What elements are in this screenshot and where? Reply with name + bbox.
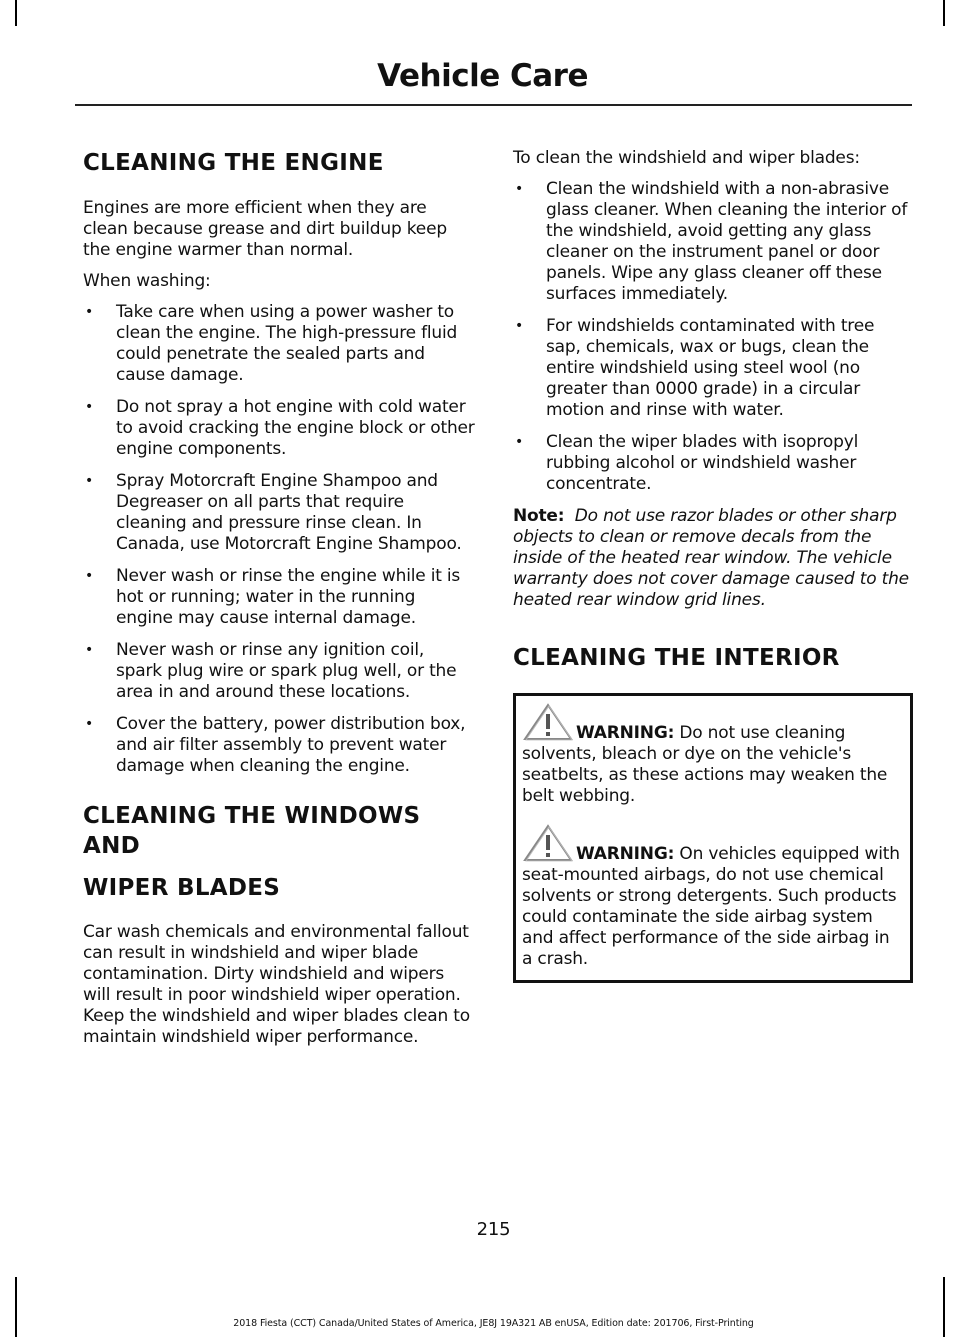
engine-intro: Engines are more efficient when they are clean because grease and dirt buildup keep the engine warmer than normal. [83, 198, 447, 260]
windows-body: Car wash chemicals and environmental fallout can result in windshield and wiper blade contamination. Dirty windshield and wipers will result in poor windshield wiper operation. Keep the windshield and wiper blades clean to maintain windshield wiper performance. [83, 922, 470, 1047]
right-column [513, 148, 913, 983]
windows-section [83, 801, 475, 1048]
warning-box [513, 693, 913, 983]
windshield-bullet-list [513, 179, 913, 495]
warning-triangle-icon [522, 823, 574, 863]
list-item: • Spray Motorcraft Engine Shampoo and Degreaser on all parts that require cleaning and pressure rinse clean. In Canada, use Motorcraft Engine Shampoo. [83, 471, 475, 555]
list-item: • Never wash or rinse any ignition coil, spark plug wire or spark plug well, or the area in and around these locations. [83, 640, 475, 703]
warning-airbags [522, 823, 904, 970]
crop-mark-top-left [15, 0, 17, 26]
warning-label: WARNING: [576, 723, 675, 743]
list-item: • Do not spray a hot engine with cold water to avoid cracking the engine block or other engine components. [83, 397, 475, 460]
list-item: • Cover the battery, power distribution box, and air filter assembly to prevent water damage when cleaning the engine. [83, 714, 475, 777]
list-item: • Clean the wiper blades with isopropyl rubbing alcohol or windshield washer concentrate. [513, 432, 913, 495]
windshield-intro: To clean the windshield and wiper blades: [513, 148, 860, 168]
header-rule [75, 104, 912, 106]
crop-mark-top-right [943, 0, 945, 26]
warning-seatbelts [522, 702, 904, 807]
list-item: • For windshields contaminated with tree sap, chemicals, wax or bugs, clean the entire windshield using steel wool (no greater than 0000 grade) in a circular motion and rinse with water. [513, 316, 913, 421]
warning-text: Do not use cleaning solvents, bleach or dye on the vehicle's seatbelts, as these actions may weaken the belt webbing. [522, 723, 888, 806]
note-label: Note: [513, 506, 565, 526]
when-washing-label: When washing: [83, 271, 211, 291]
page-number: 215 [476, 1219, 511, 1240]
footer-edition-info: 2018 Fiesta (CCT) Canada/United States of America, JE8J 19A321 AB enUSA, Edition date: 201706, First-Printing [233, 1318, 754, 1329]
note-paragraph [513, 506, 913, 611]
interior-heading: CLEANING THE INTERIOR [513, 645, 840, 671]
warning-triangle-icon [522, 702, 574, 742]
engine-heading: CLEANING THE ENGINE [83, 150, 384, 176]
note-text: Do not use razor blades or other sharp objects to clean or remove decals from the inside of the heated rear window. The vehicle warranty does not cover damage caused to the heated rear window grid lines. [513, 506, 909, 610]
left-column [83, 148, 475, 1058]
windows-heading-line2: WIPER BLADES [83, 875, 281, 901]
windshield-section [513, 148, 913, 611]
engine-bullet-list [83, 302, 475, 777]
interior-section [513, 643, 913, 983]
list-item: • Take care when using a power washer to clean the engine. The high-pressure fluid could penetrate the sealed parts and cause damage. [83, 302, 475, 386]
windows-heading-line1: CLEANING THE WINDOWS AND [83, 803, 421, 859]
list-item: • Never wash or rinse the engine while it is hot or running; water in the running engine may cause internal damage. [83, 566, 475, 629]
warning-text: On vehicles equipped with seat-mounted airbags, do not use chemical solvents or strong detergents. Such products could contaminate the side airbag system and affect performance of the side airbag in a crash. [522, 844, 900, 969]
warning-label: WARNING: [576, 844, 675, 864]
page-title: Vehicle Care [377, 58, 588, 94]
engine-section [83, 148, 475, 777]
list-item: • Clean the windshield with a non-abrasive glass cleaner. When cleaning the interior of the windshield, avoid getting any glass cleaner on the instrument panel or door panels. Wipe any glass cleaner off these surfaces immediately. [513, 179, 913, 305]
